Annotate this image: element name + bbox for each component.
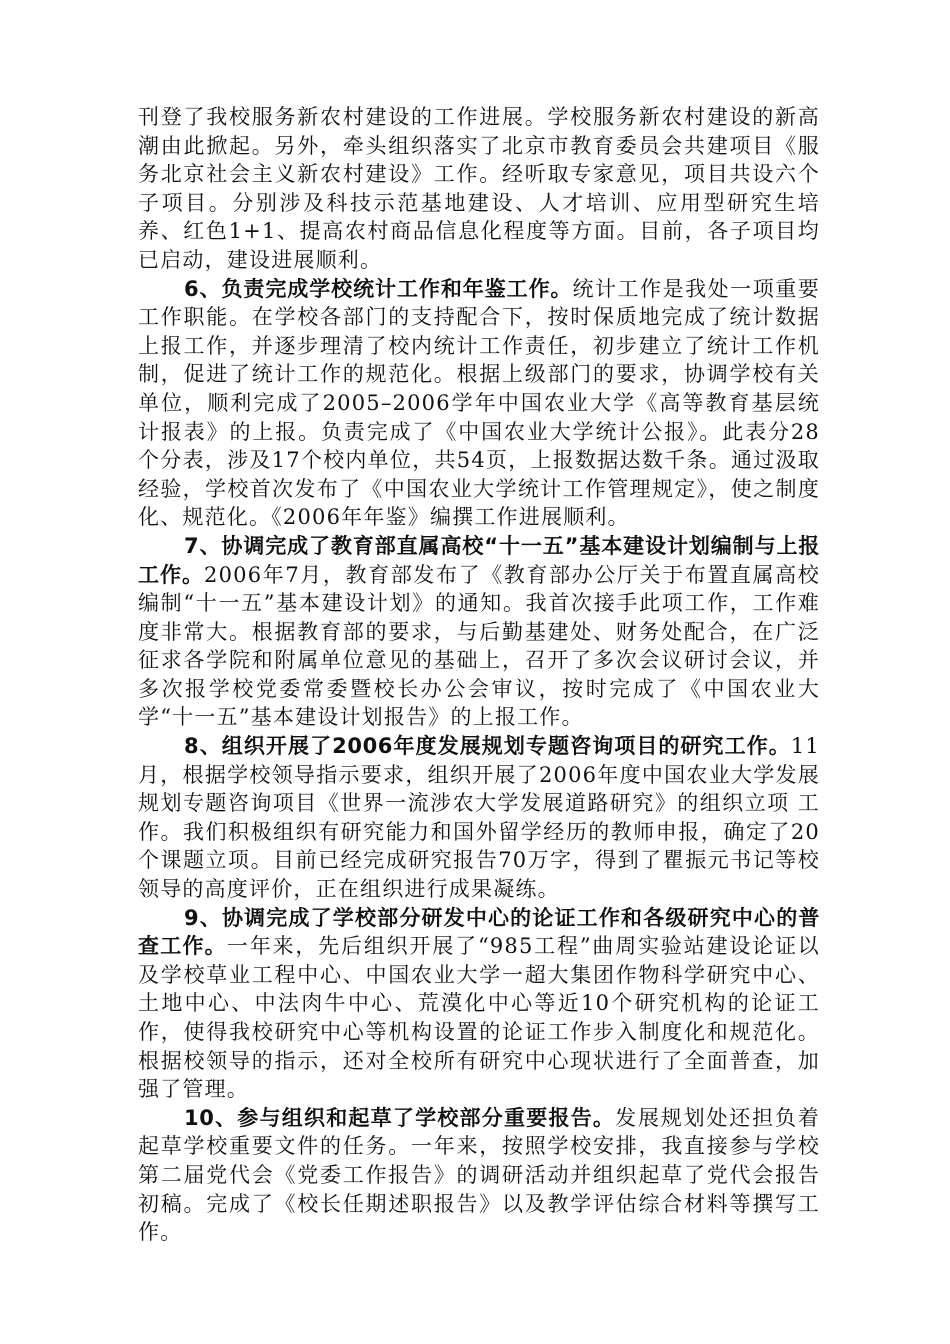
document-page bbox=[138, 103, 820, 1247]
paragraph-heading: 9、协调完成了学校部分研发中心的论证工作和各级研究中心的普查工作。 bbox=[138, 905, 820, 959]
paragraph-body: 刊登了我校服务新农村建设的工作进展。学校服务新农村建设的新高潮由此掀起。另外，牵头组织落实了北京市教育委员会共建项目《服务北京社会主义新农村建设》工作。经听取专家意见，项目共设六个子项目。分别涉及科技示范基地建设、人才培训、应用型研究生培养、红色1+1、提高农村商品信息化程度等方面。目前，各子项目均已启动，建设进展顺利。 bbox=[138, 105, 820, 272]
paragraph-heading: 6、负责完成学校统计工作和年鉴工作。 bbox=[184, 276, 573, 301]
paragraph-item-9 bbox=[138, 904, 820, 1104]
paragraph-item-10 bbox=[138, 1104, 820, 1247]
paragraph-continuation bbox=[138, 103, 820, 275]
paragraph-heading: 7、协调完成了教育部直属高校“十一五”基本建设计划编制与上报工作。 bbox=[138, 533, 820, 587]
paragraph-heading: 8、组织开展了2006年度发展规划专题咨询项目的研究工作。 bbox=[184, 734, 791, 759]
paragraph-body: 一年来，先后组织开展了“985工程”曲周实验站建设论证以及学校草业工程中心、中国农业大学一超大集团作物科学研究中心、土地中心、中法肉牛中心、荒漠化中心等近10个研究机构的论证工作，使得我校研究中心等机构设置的论证工作步入制度化和规范化。根据校领导的指示，还对全校所有研究中心现状进行了全面普查，加强了管理。 bbox=[138, 934, 820, 1102]
paragraph-body: 发展规划处还担负着起草学校重要文件的任务。一年来，按照学校安排，我直接参与学校第二届党代会《党委工作报告》的调研活动并组织起草了党代会报告初稿。完成了《校长任期述职报告》以及教学评估综合材料等撰写工作。 bbox=[138, 1105, 820, 1245]
paragraph-item-8 bbox=[138, 732, 820, 904]
paragraph-body: 2006年7月，教育部发布了《教育部办公厅关于布置直属高校编制“十一五”基本建设计划》的通知。我首次接手此项工作，工作难度非常大。根据教育部的要求，与后勤基建处、财务处配合，在广泛征求各学院和附属单位意见的基础上，召开了多次会议研讨会议，并多次报学校党委常委暨校长办公会审议，按时完成了《中国农业大学“十一五”基本建设计划报告》的上报工作。 bbox=[138, 562, 820, 730]
paragraph-heading: 10、参与组织和起草了学校部分重要报告。 bbox=[184, 1105, 616, 1130]
paragraph-item-7 bbox=[138, 532, 820, 732]
paragraph-body: 统计工作是我处一项重要工作职能。在学校各部门的支持配合下，按时保质地完成了统计数据上报工作，并逐步理清了校内统计工作责任，初步建立了统计工作机制，促进了统计工作的规范化。根据上级部门的要求，协调学校有关单位，顺利完成了2005–2006学年中国农业大学《高等教育基层统计报表》的上报。负责完成了《中国农业大学统计公报》。此表分28个分表，涉及17个校内单位，共54页，上报数据达数千条。通过汲取经验，学校首次发布了《中国农业大学统计工作管理规定》，使之制度化、规范化。《2006年年鉴》编撰工作进展顺利。 bbox=[138, 276, 820, 530]
paragraph-body: 11月，根据学校领导指示要求，组织开展了2006年度中国农业大学发展规划专题咨询项目《世界一流涉农大学发展道路研究》的组织立项 工作。我们积极组织有研究能力和国外留学经历的教师申报，确定了20个课题立项。目前已经完成研究报告70万字，得到了瞿振元书记等校领导的高度评价，正在组织进行成果凝练。 bbox=[138, 734, 820, 902]
paragraph-item-6 bbox=[138, 275, 820, 532]
